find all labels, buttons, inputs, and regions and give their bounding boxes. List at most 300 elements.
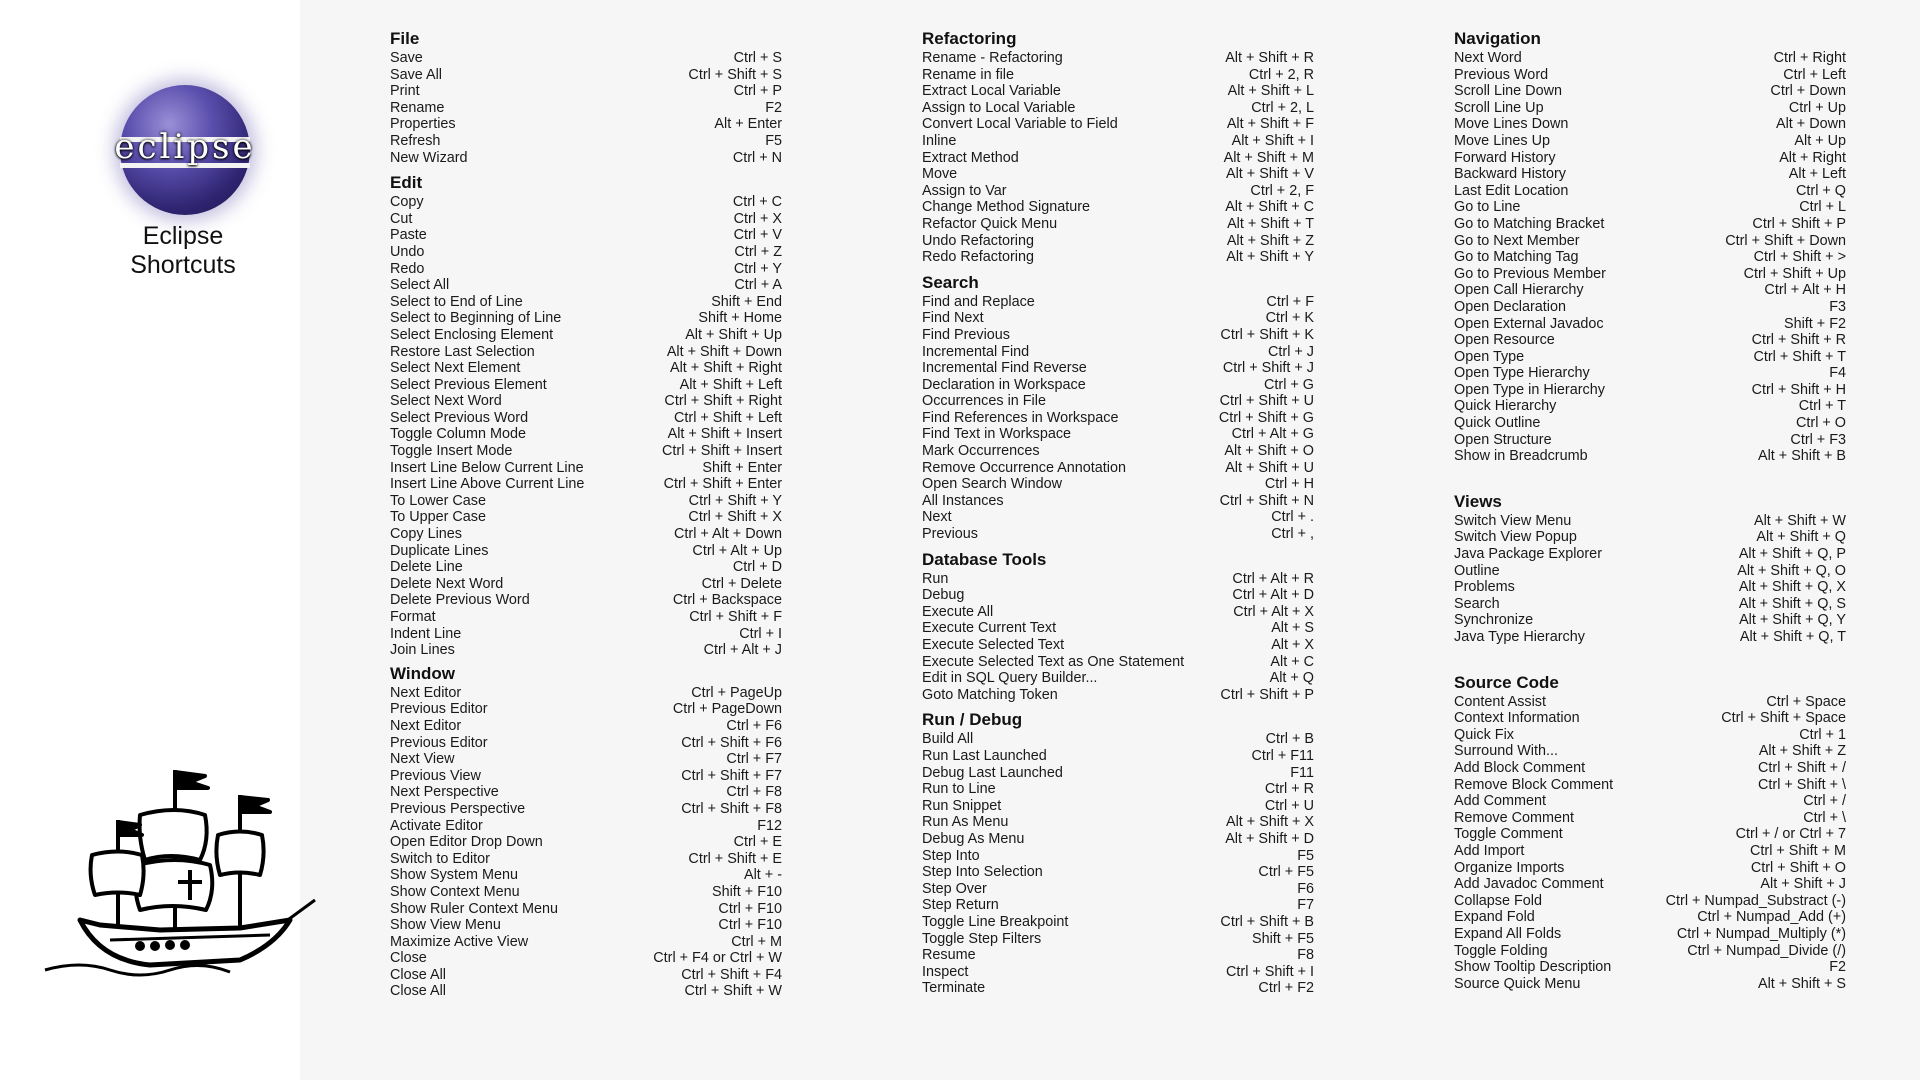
shortcut-keys: Ctrl + Down [1770, 83, 1846, 100]
shortcut-row [390, 718, 782, 735]
shortcut-keys: Alt + Shift + C [1225, 199, 1314, 216]
shortcut-row [390, 609, 782, 626]
shortcut-action: Show View Menu [390, 917, 501, 934]
shortcut-action: Previous Editor [390, 701, 488, 718]
shortcut-action: Run to Line [922, 781, 996, 798]
shortcut-action: Toggle Comment [1454, 826, 1563, 843]
shortcut-action: Goto Matching Token [922, 686, 1058, 703]
shortcut-keys: Ctrl + F10 [718, 900, 782, 917]
shortcut-keys: Ctrl + Alt + H [1764, 282, 1846, 299]
shortcut-row [922, 50, 1314, 67]
shortcut-row [1454, 563, 1846, 580]
shortcut-keys: Alt + Shift + Q, P [1738, 546, 1846, 563]
shortcut-action: Go to Line [1454, 199, 1521, 216]
shortcut-keys: Shift + F5 [1252, 930, 1314, 947]
shortcut-action: Next Perspective [390, 784, 499, 801]
shortcut-row [1454, 100, 1846, 117]
shortcut-row [390, 377, 782, 394]
shortcut-row [390, 327, 782, 344]
shortcut-row [390, 867, 782, 884]
shortcut-row [1454, 959, 1846, 976]
shortcut-keys: F6 [1297, 880, 1314, 897]
shortcut-action: Undo Refactoring [922, 232, 1034, 249]
shortcut-action: Mark Occurrences [922, 443, 1040, 460]
shortcut-keys: Alt + X [1271, 637, 1314, 653]
shortcut-keys: Ctrl + O [1796, 415, 1846, 432]
shortcut-keys: F12 [757, 817, 782, 834]
shortcut-action: Content Assist [1454, 693, 1546, 710]
shortcut-action: Add Import [1454, 842, 1525, 859]
shortcut-action: Properties [390, 116, 456, 133]
shortcut-keys: Alt + Shift + I [1231, 132, 1314, 149]
shortcut-row [1454, 432, 1846, 449]
shortcut-action: Find Previous [922, 326, 1010, 343]
shortcut-row [390, 493, 782, 510]
shortcut-row [390, 133, 782, 150]
shortcut-row [922, 980, 1314, 997]
shortcut-row [1454, 694, 1846, 711]
shortcut-keys: Ctrl + X [733, 210, 782, 227]
shortcut-action: Open External Javadoc [1454, 315, 1604, 332]
shortcut-keys: Ctrl + Shift + Right [664, 393, 782, 410]
shortcut-action: Next View [390, 751, 455, 768]
shortcut-row [1454, 546, 1846, 563]
shortcut-row [922, 233, 1314, 250]
shortcut-row [390, 509, 782, 526]
shortcut-action: Open Call Hierarchy [1454, 282, 1584, 299]
shortcut-action: Quick Fix [1454, 726, 1514, 743]
shortcut-row [922, 183, 1314, 200]
shortcut-row [922, 798, 1314, 815]
shortcut-row [390, 685, 782, 702]
section-title: Source Code [1454, 672, 1559, 692]
shortcut-keys: Ctrl + Shift + Space [1721, 710, 1846, 727]
shortcut-row [922, 249, 1314, 266]
shortcut-action: Incremental Find Reverse [922, 360, 1087, 377]
shortcut-action: Refresh [390, 132, 441, 149]
shortcut-keys: Ctrl + Shift + B [1220, 913, 1314, 930]
shortcut-action: Java Package Explorer [1454, 546, 1602, 563]
shortcut-action: Toggle Folding [1454, 942, 1548, 959]
shortcut-row [390, 592, 782, 609]
shortcut-keys: Alt + Shift + L [1227, 83, 1314, 100]
shortcut-row [390, 626, 782, 643]
shortcut-row [390, 244, 782, 261]
shortcut-row [1454, 332, 1846, 349]
shortcut-action: Surround With... [1454, 743, 1558, 760]
shortcut-row [1454, 382, 1846, 399]
shortcut-action: Open Declaration [1454, 298, 1566, 315]
shortcut-keys: Ctrl + Delete [701, 575, 782, 592]
shortcut-row [390, 642, 782, 659]
shortcut-action: Step Return [922, 897, 999, 914]
shortcut-row [390, 344, 782, 361]
shortcut-action: Toggle Step Filters [922, 930, 1042, 947]
shortcut-row [1454, 612, 1846, 629]
shortcut-action: Find and Replace [922, 293, 1035, 310]
shortcut-keys: Ctrl + / [1803, 793, 1846, 810]
shortcut-row [1454, 760, 1846, 777]
shortcut-action: Previous [922, 526, 978, 543]
shortcut-keys: Ctrl + Shift + P [1220, 686, 1314, 703]
shortcut-action: Join Lines [390, 642, 455, 659]
shortcut-action: Indent Line [390, 625, 462, 642]
shortcut-action: Expand All Folds [1454, 925, 1562, 942]
shortcut-action: Backward History [1454, 166, 1566, 183]
shortcut-row [390, 901, 782, 918]
shortcut-row [390, 360, 782, 377]
shortcut-row [1454, 415, 1846, 432]
shortcut-keys: Alt + Shift + S [1758, 975, 1846, 992]
shortcut-keys: Ctrl + Alt + R [1232, 570, 1314, 587]
shortcut-keys: Alt + Shift + Q, Y [1739, 612, 1846, 629]
shortcut-row [390, 834, 782, 851]
shortcut-keys: Alt + Shift + Z [1226, 232, 1314, 249]
shortcut-keys: Ctrl + Shift + J [1222, 360, 1314, 377]
shortcut-row [922, 360, 1314, 377]
shortcut-row [922, 377, 1314, 394]
shortcut-row [922, 814, 1314, 831]
shortcut-keys: Alt + Shift + V [1226, 166, 1314, 183]
shortcut-action: Toggle Column Mode [390, 426, 526, 443]
shortcut-action: Show Ruler Context Menu [390, 900, 558, 917]
shortcut-action: Close All [390, 966, 446, 983]
shortcut-keys: Ctrl + K [1265, 310, 1314, 327]
shortcut-action: Find References in Workspace [922, 409, 1119, 426]
shortcut-keys: Ctrl + 2, R [1248, 66, 1314, 83]
shortcut-row [390, 294, 782, 311]
shortcut-keys: Ctrl + Shift + T [1753, 348, 1846, 365]
shortcut-keys: Ctrl + Numpad_Multiply (*) [1676, 925, 1846, 942]
shortcut-row [1454, 133, 1846, 150]
shortcut-keys: F3 [1829, 298, 1846, 315]
shortcut-row [390, 917, 782, 934]
shortcut-action: Open Type in Hierarchy [1454, 381, 1605, 398]
shortcut-keys: Ctrl + Alt + G [1231, 426, 1314, 443]
shortcut-row [390, 576, 782, 593]
shortcut-action: Undo [390, 243, 425, 260]
shortcut-row [1454, 448, 1846, 465]
shortcut-keys: Ctrl + Alt + X [1233, 603, 1314, 620]
shortcut-keys: Ctrl + H [1264, 476, 1314, 493]
eclipse-logo [114, 85, 256, 215]
shortcut-keys: Alt + Shift + Q, X [1738, 579, 1846, 596]
shortcut-keys: Ctrl + Y [733, 260, 782, 277]
shortcut-keys: Alt + Shift + Insert [667, 426, 782, 443]
shortcut-row [1454, 860, 1846, 877]
shortcut-section [390, 28, 782, 166]
shortcut-action: Toggle Insert Mode [390, 443, 513, 460]
shortcut-keys: Ctrl + Shift + F4 [681, 966, 782, 983]
shortcut-action: Next [922, 509, 952, 526]
shortcut-action: Close All [390, 983, 446, 1000]
shortcut-keys: Ctrl + Shift + W [684, 983, 782, 1000]
shortcut-row [1454, 116, 1846, 133]
shortcut-row [390, 768, 782, 785]
shortcut-row [922, 765, 1314, 782]
shortcut-action: Remove Occurrence Annotation [922, 459, 1126, 476]
shortcut-keys: Ctrl + Shift + \ [1758, 776, 1846, 793]
shortcut-keys: Ctrl + S [733, 50, 782, 66]
shortcut-action: Debug As Menu [922, 830, 1025, 847]
shortcut-keys: Alt + - [744, 867, 782, 884]
shortcut-action: Change Method Signature [922, 199, 1091, 216]
shortcut-row [390, 934, 782, 951]
shortcut-keys: F4 [1829, 365, 1846, 382]
shortcut-action: Maximize Active View [390, 933, 529, 950]
shortcut-keys: Ctrl + Q [1796, 182, 1846, 199]
shortcut-action: Find Next [922, 310, 984, 327]
shortcut-keys: F8 [1297, 947, 1314, 964]
shortcut-row [1454, 843, 1846, 860]
shortcut-row [390, 983, 782, 1000]
shortcut-keys: Ctrl + Space [1766, 693, 1846, 710]
section-title: Search [922, 272, 979, 292]
shortcut-keys: Ctrl + R [1264, 781, 1314, 798]
shortcut-row [390, 884, 782, 901]
shortcut-keys: Alt + Shift + J [1760, 876, 1846, 893]
shortcut-keys: Ctrl + F3 [1790, 431, 1846, 448]
shortcut-keys: F5 [1297, 847, 1314, 864]
shortcut-row [1454, 50, 1846, 67]
shortcut-row [390, 735, 782, 752]
shortcut-action: Insert Line Above Current Line [390, 476, 585, 493]
shortcut-keys: Ctrl + I [739, 625, 782, 642]
shortcut-row [390, 559, 782, 576]
shortcut-keys: Ctrl + Shift + R [1751, 332, 1846, 349]
shortcut-action: Save [390, 50, 423, 66]
shortcut-keys: Ctrl + Alt + J [703, 642, 782, 659]
shortcut-keys: F7 [1297, 897, 1314, 914]
shortcut-row [390, 100, 782, 117]
shortcut-action: Show System Menu [390, 867, 518, 884]
shortcut-action: New Wizard [390, 149, 468, 166]
shortcut-row [922, 216, 1314, 233]
shortcut-row [1454, 349, 1846, 366]
shortcut-row [390, 851, 782, 868]
shortcut-action: Extract Method [922, 149, 1019, 166]
shortcut-keys: Ctrl + Alt + D [1232, 587, 1314, 604]
shortcut-row [922, 731, 1314, 748]
shortcut-row [390, 393, 782, 410]
shortcut-row [390, 83, 782, 100]
shortcut-row [1454, 876, 1846, 893]
shortcut-action: Collapse Fold [1454, 892, 1542, 909]
shortcut-action: Go to Matching Tag [1454, 249, 1579, 266]
shortcut-action: Step Over [922, 880, 987, 897]
shortcut-action: Select Next Element [390, 360, 521, 377]
shortcut-row [922, 294, 1314, 311]
shortcut-keys: Ctrl + Shift + > [1753, 249, 1846, 266]
shortcut-row [922, 748, 1314, 765]
shortcut-section [390, 172, 782, 659]
shortcut-keys: Shift + Home [698, 310, 782, 327]
shortcut-keys: Ctrl + Numpad_Substract (-) [1665, 892, 1846, 909]
shortcut-action: Show in Breadcrumb [1454, 448, 1588, 465]
shortcut-action: Refactor Quick Menu [922, 215, 1058, 232]
shortcut-keys: Alt + Shift + B [1758, 448, 1846, 465]
shortcut-action: Go to Matching Bracket [1454, 215, 1605, 232]
shortcut-row [390, 701, 782, 718]
shortcut-action: Previous View [390, 767, 481, 784]
shortcut-action: Go to Next Member [1454, 232, 1580, 249]
shortcut-section [922, 549, 1314, 704]
shortcut-keys: Ctrl + M [731, 933, 782, 950]
shortcut-keys: Ctrl + Shift + Up [1743, 265, 1846, 282]
shortcut-action: Open Resource [1454, 332, 1555, 349]
shortcut-row [922, 199, 1314, 216]
shortcut-row [922, 410, 1314, 427]
shortcut-row [922, 781, 1314, 798]
shortcut-row [922, 67, 1314, 84]
shortcut-row [390, 967, 782, 984]
shortcut-row [1454, 976, 1846, 993]
shortcut-column-2 [922, 28, 1314, 997]
shortcut-action: Debug Last Launched [922, 764, 1063, 781]
shortcut-row [390, 116, 782, 133]
shortcut-keys: Ctrl + G [1264, 376, 1314, 393]
shortcut-keys: Alt + Shift + R [1225, 50, 1314, 66]
shortcut-action: Remove Comment [1454, 809, 1574, 826]
shortcut-action: Find Text in Workspace [922, 426, 1072, 443]
shortcut-keys: Alt + Shift + Q, S [1738, 595, 1846, 612]
shortcut-action: Copy Lines [390, 526, 462, 543]
shortcut-column-3 [1454, 28, 1846, 992]
shortcut-row [922, 426, 1314, 443]
shortcut-action: Select Enclosing Element [390, 326, 554, 343]
shortcut-action: Quick Outline [1454, 415, 1541, 432]
shortcut-action: Last Edit Location [1454, 182, 1569, 199]
shortcut-keys: Ctrl + N [732, 149, 782, 166]
shortcut-keys: Ctrl + Shift + / [1758, 759, 1846, 776]
shortcut-keys: Alt + Right [1779, 149, 1846, 166]
shortcut-row [1454, 793, 1846, 810]
shortcut-action: Java Type Hierarchy [1454, 629, 1585, 645]
shortcut-keys: Ctrl + PageDown [672, 701, 782, 718]
shortcut-action: Incremental Find [922, 343, 1030, 360]
shortcut-row [922, 654, 1314, 671]
shortcut-row [390, 410, 782, 427]
shortcut-keys: Alt + Shift + U [1225, 459, 1314, 476]
shortcut-row [1454, 810, 1846, 827]
shortcut-row [1454, 299, 1846, 316]
shortcut-action: Close [390, 950, 427, 967]
shortcut-row [922, 310, 1314, 327]
shortcut-row [390, 426, 782, 443]
shortcut-row [922, 460, 1314, 477]
shortcut-action: Occurrences in File [922, 393, 1046, 410]
shortcut-row [1454, 513, 1846, 530]
shortcut-row [922, 964, 1314, 981]
shortcut-action: Rename in file [922, 66, 1014, 83]
shortcut-keys: Ctrl + Shift + H [1751, 381, 1846, 398]
shortcut-row [390, 310, 782, 327]
shortcut-row [922, 83, 1314, 100]
shortcut-keys: Alt + Enter [714, 116, 782, 133]
shortcut-keys: Ctrl + F6 [726, 717, 782, 734]
shortcut-keys: Ctrl + E [733, 834, 782, 851]
shortcut-keys: Ctrl + Shift + Insert [662, 443, 782, 460]
shortcut-keys: Ctrl + . [1271, 509, 1314, 526]
shortcut-action: Previous Word [1454, 66, 1549, 83]
shortcut-row [390, 460, 782, 477]
shortcut-action: Format [390, 609, 436, 625]
shortcut-action: Step Into Selection [922, 864, 1043, 881]
shortcut-action: Paste [390, 227, 427, 244]
shortcut-row [390, 751, 782, 768]
shortcut-keys: Ctrl + \ [1803, 809, 1846, 826]
shortcut-action: Copy [390, 194, 424, 211]
section-title: File [390, 29, 420, 48]
shortcut-action: Assign to Local Variable [922, 99, 1076, 116]
shortcut-keys: Ctrl + Shift + O [1750, 859, 1846, 876]
shortcut-keys: Ctrl + P [733, 83, 782, 100]
shortcut-action: Previous Editor [390, 734, 488, 751]
shortcut-action: Switch View Popup [1454, 529, 1577, 546]
shortcut-action: Assign to Var [922, 182, 1007, 199]
shortcut-action: Save All [390, 66, 442, 83]
shortcut-action: Select Next Word [390, 393, 502, 410]
shortcut-action: Cut [390, 210, 413, 227]
shortcut-action: Execute Selected Text as One Statement [922, 653, 1185, 670]
shortcut-keys: Ctrl + Alt + Down [674, 526, 782, 543]
shortcut-row [1454, 67, 1846, 84]
shortcut-action: Move [922, 166, 958, 183]
shortcut-row [922, 947, 1314, 964]
shortcut-keys: Ctrl + Numpad_Add (+) [1697, 909, 1846, 926]
shortcut-keys: Ctrl + Shift + N [1219, 492, 1314, 509]
shortcut-row [390, 67, 782, 84]
shortcut-action: Rename [390, 99, 445, 116]
shortcut-row [1454, 579, 1846, 596]
shortcut-keys: Alt + Shift + Y [1226, 249, 1314, 266]
shortcut-row [922, 571, 1314, 588]
shortcut-row [922, 604, 1314, 621]
shortcut-row [922, 637, 1314, 654]
shortcut-action: Run Snippet [922, 797, 1002, 814]
shortcut-row [1454, 233, 1846, 250]
shortcut-keys: Ctrl + Shift + I [1226, 963, 1314, 980]
shortcut-row [1454, 199, 1846, 216]
shortcut-action: Show Context Menu [390, 883, 520, 900]
shortcut-action: Activate Editor [390, 817, 483, 834]
shortcut-action: Context Information [1454, 710, 1580, 727]
shortcut-keys: Ctrl + C [732, 194, 782, 211]
shortcut-row [922, 393, 1314, 410]
shortcut-row [1454, 398, 1846, 415]
shortcut-row [1454, 316, 1846, 333]
shortcut-keys: Ctrl + Shift + Left [674, 409, 782, 426]
shortcut-row [1454, 249, 1846, 266]
shortcut-keys: Ctrl + Shift + P [1752, 215, 1846, 232]
shortcut-action: Delete Line [390, 559, 463, 576]
shortcut-action: Open Type [1454, 348, 1525, 365]
shortcut-keys: Alt + Shift + F [1226, 116, 1314, 133]
shortcut-action: To Upper Case [390, 509, 486, 526]
shortcut-keys: Alt + Shift + Q, T [1739, 629, 1846, 645]
shortcut-keys: Ctrl + 1 [1799, 726, 1846, 743]
shortcut-keys: F11 [1290, 764, 1314, 781]
shortcut-row [922, 493, 1314, 510]
shortcut-section [922, 28, 1314, 266]
shortcut-row [1454, 826, 1846, 843]
shortcut-action: Next Editor [390, 684, 462, 701]
shortcut-row [922, 150, 1314, 167]
shortcut-keys: Ctrl + Left [1783, 66, 1846, 83]
shortcut-keys: Ctrl + A [734, 277, 782, 294]
shortcut-keys: Ctrl + Right [1773, 50, 1846, 66]
shortcut-keys: Ctrl + Shift + Enter [663, 476, 782, 493]
